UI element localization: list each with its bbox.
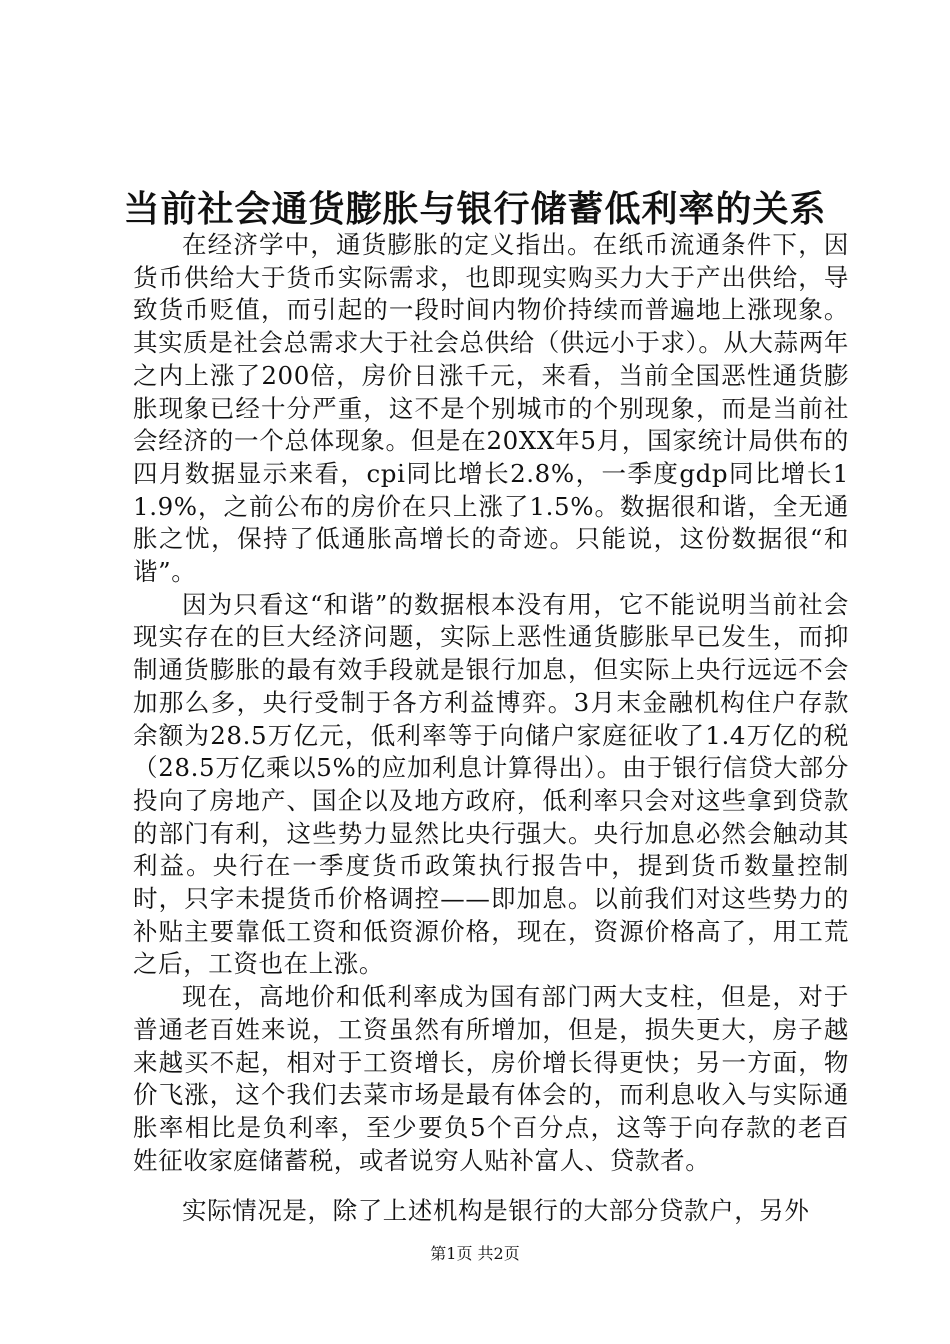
- page-number-footer: 第1页 共2页: [430, 1244, 520, 1263]
- paragraph-3: 现在，高地价和低利率成为国有部门两大支柱，但是，对于普通老百姓来说，工资虽然有所增加，但是，损失更大，房子越来越买不起，相对于工资增长，房价增长得更快；另一方面，物价飞涨，这个我们去菜市场是最有体会的，而利息收入与实际通胀率相比是负利率，至少要负5个百分点，这等于向存款的老百姓征收家庭储蓄税，或者说穷人贴补富人、贷款者。: [133, 982, 849, 1175]
- paragraph-4: 实际情况是，除了上述机构是银行的大部分贷款户，另外: [182, 1196, 810, 1226]
- paragraph-1: 在经济学中，通货膨胀的定义指出。在纸币流通条件下，因货币供给大于货币实际需求，也即现实购买力大于产出供给，导致货币贬值，而引起的一段时间内物价持续而普遍地上涨现象。其实质是社会总需求大于社会总供给（供远小于求）。从大蒜两年之内上涨了200倍，房价日涨千元，来看，当前全国恶性通货膨胀现象已经十分严重，这不是个别城市的个别现象，而是当前社会经济的一个总体现象。但是在20XX年5月，国家统计局供布的四月数据显示来看，cpi同比增长2.8%，一季度gdp同比增长11.9%，之前公布的房价在只上涨了1.5%。数据很和谐，全无通胀之忧，保持了低通胀高增长的奇迹。只能说，这份数据很“和谐”。: [133, 230, 849, 587]
- document-title: 当前社会通货膨胀与银行储蓄低利率的关系: [123, 188, 827, 230]
- document-body: [133, 229, 849, 1228]
- paragraph-2: 因为只看这“和谐”的数据根本没有用，它不能说明当前社会现实存在的巨大经济问题，实际上恶性通货膨胀早已发生，而抑制通货膨胀的最有效手段就是银行加息，但实际上央行远远不会加那么多，央行受制于各方利益博弈。3月末金融机构住户存款余额为28.5万亿元，低利率等于向储户家庭征收了1.4万亿的税（28.5万亿乘以5%的应加利息计算得出）。由于银行信贷大部分投向了房地产、国企以及地方政府，低利率只会对这些拿到贷款的部门有利，这些势力显然比央行强大。央行加息必然会触动其利益。央行在一季度货币政策执行报告中，提到货币数量控制时，只字未提货币价格调控——即加息。以前我们对这些势力的补贴主要靠低工资和低资源价格，现在，资源价格高了，用工荒之后，工资也在上涨。: [133, 589, 849, 979]
